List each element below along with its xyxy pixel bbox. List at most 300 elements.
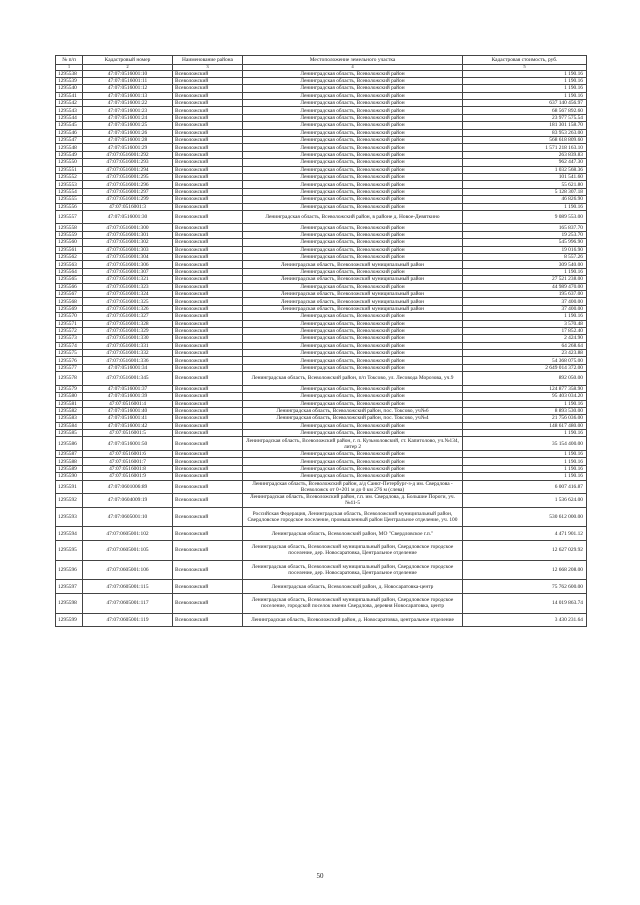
district-name: Всеволожский: [173, 327, 243, 334]
location: Ленинградская область, Всеволожский район: [243, 144, 463, 151]
location: Ленинградская область, Всеволожский район: [243, 70, 463, 77]
cadastral-number: 47:07:0516001:297: [83, 188, 173, 195]
location: Ленинградская область, Всеволожский район: [243, 85, 463, 92]
cadastral-value: 530 612 000.00: [463, 507, 587, 527]
district-name: Всеволожский: [173, 540, 243, 560]
location: Ленинградская область, Всеволожский район: [243, 450, 463, 457]
cadastral-number: 47:07:0516001:42: [83, 422, 173, 429]
row-number: 1295589: [56, 465, 83, 472]
location: Ленинградская область, Всеволожский район: [243, 100, 463, 107]
row-number: 1295573: [56, 335, 83, 342]
location: Ленинградская область, Всеволожский район: [243, 114, 463, 121]
cadastral-number: 47:07:0516001:11: [83, 77, 173, 84]
cadastral-number: 47:07:0516001:50: [83, 437, 173, 451]
cadastral-number: 47:07:0516001:306: [83, 261, 173, 268]
district-name: Всеволожский: [173, 246, 243, 253]
row-number: 1295598: [56, 593, 83, 613]
location: Ленинградская область, Всеволожский район, МО "Свердловское г.п.": [243, 527, 463, 541]
district-name: Всеволожский: [173, 458, 243, 465]
row-number: 1295588: [56, 458, 83, 465]
cadastral-value: 19 253.70: [463, 231, 587, 238]
district-name: Всеволожский: [173, 151, 243, 158]
row-number: 1295582: [56, 407, 83, 414]
location: Ленинградская область, Всеволожский район: [243, 335, 463, 342]
row-number: 1295567: [56, 290, 83, 297]
cadastral-number: 47:07:0516001:25: [83, 122, 173, 129]
table-row: [56, 407, 587, 414]
row-number: 1295578: [56, 372, 83, 386]
location: Ленинградская область, Всеволожский муниципальный район, Свердловское городское поселение, дер. Новосаратовка, Центральное отделение: [243, 540, 463, 560]
cadastral-number: 47:07:0516001:326: [83, 305, 173, 312]
location: Ленинградская область, Всеволожский район: [243, 393, 463, 400]
district-name: Всеволожский: [173, 613, 243, 627]
table-row: [56, 415, 587, 422]
cadastral-number: 47:07:0516001:3: [83, 203, 173, 210]
cadastral-value: 23 423.88: [463, 350, 587, 357]
table-row: [56, 393, 587, 400]
district-name: Всеволожский: [173, 122, 243, 129]
location: Ленинградская область, Всеволожский муниципальный район: [243, 305, 463, 312]
row-number: 1295566: [56, 283, 83, 290]
cadastral-value: 1 190.16: [463, 450, 587, 457]
row-number: 1295581: [56, 400, 83, 407]
cadastral-number: 47:07:0516001:296: [83, 181, 173, 188]
location: Ленинградская область, Всеволожский район: [243, 350, 463, 357]
page-number: 50: [316, 872, 324, 880]
district-name: Всеволожский: [173, 144, 243, 151]
table-row: [56, 239, 587, 246]
row-number: 1295561: [56, 246, 83, 253]
district-name: Всеволожский: [173, 203, 243, 210]
district-name: Всеволожский: [173, 159, 243, 166]
table-row: [56, 85, 587, 92]
location: Ленинградская область, Всеволожский муниципальный район: [243, 276, 463, 283]
cadastral-value: 1 190.16: [463, 70, 587, 77]
cadastral-number: 47:07:0516001:39: [83, 393, 173, 400]
cadastral-number: 47:07:0516001:303: [83, 246, 173, 253]
table-row: [56, 196, 587, 203]
row-number: 1295557: [56, 210, 83, 224]
table-row: [56, 159, 587, 166]
cadastral-number: 47:07:0516001:299: [83, 196, 173, 203]
table-row: [56, 350, 587, 357]
district-name: Всеволожский: [173, 77, 243, 84]
district-name: Всеволожский: [173, 580, 243, 594]
location: Ленинградская область, Всеволожский район: [243, 313, 463, 320]
column-number: 2: [83, 65, 173, 71]
table-row: [56, 313, 587, 320]
table-row: [56, 188, 587, 195]
table-row: [56, 290, 587, 297]
row-number: 1295595: [56, 540, 83, 560]
location: Ленинградская область, Всеволожский муниципальный район, Свердловское городское поселение, городской поселок имени Свердлова, деревня Новосаратовка, центр: [243, 593, 463, 613]
cadastral-value: 46 826.90: [463, 196, 587, 203]
table-row: [56, 100, 587, 107]
cadastral-number: 47:07:0601006:89: [83, 480, 173, 494]
district-name: Всеволожский: [173, 268, 243, 275]
cadastral-number: 47:07:0605001:115: [83, 580, 173, 594]
cadastral-value: 64 268.64: [463, 342, 587, 349]
district-name: Всеволожский: [173, 415, 243, 422]
location: Ленинградская область, Всеволожский район, г.п. им. Свердлова, д. Большие Пороги, уч.№41-5: [243, 494, 463, 508]
cadastral-value: 1 190.16: [463, 458, 587, 465]
row-number: 1295558: [56, 224, 83, 231]
table-row: [56, 364, 587, 371]
cadastral-value: 6 007 416.87: [463, 480, 587, 494]
table-row: [56, 283, 587, 290]
cadastral-value: 3 430 231.64: [463, 613, 587, 627]
location: Ленинградская область, Всеволожский район: [243, 137, 463, 144]
row-number: 1295583: [56, 415, 83, 422]
document-page: [55, 55, 586, 627]
location: Ленинградская область, Всеволожский район, в районе д. Новое-Девяткино: [243, 210, 463, 224]
table-row: [56, 400, 587, 407]
row-number: 1295549: [56, 151, 83, 158]
district-name: Всеволожский: [173, 283, 243, 290]
district-name: Всеволожский: [173, 100, 243, 107]
cadastral-value: 68 567 892.60: [463, 107, 587, 114]
district-name: Всеволожский: [173, 372, 243, 386]
district-name: Всеволожский: [173, 188, 243, 195]
row-number: 1295577: [56, 364, 83, 371]
location: Ленинградская область, Всеволожский район: [243, 196, 463, 203]
row-number: 1295542: [56, 100, 83, 107]
cadastral-value: 8 893 530.00: [463, 407, 587, 414]
cadastral-number: 47:07:0516001:10: [83, 70, 173, 77]
table-row: [56, 261, 587, 268]
cadastral-number: 47:07:0605001:105: [83, 540, 173, 560]
column-number: 3: [173, 65, 243, 71]
cadastral-value: 181 301 158.70: [463, 122, 587, 129]
row-number: 1295571: [56, 320, 83, 327]
row-number: 1295555: [56, 196, 83, 203]
cadastral-number: 47:07:0516001:34: [83, 364, 173, 371]
row-number: 1295586: [56, 437, 83, 451]
district-name: Всеволожский: [173, 407, 243, 414]
cadastral-number: 47:07:0516001:332: [83, 350, 173, 357]
location: Ленинградская область, Всеволожский район: [243, 400, 463, 407]
location: Ленинградская область, Всеволожский район, д. Новосаратовка-центр: [243, 580, 463, 594]
district-name: Всеволожский: [173, 290, 243, 297]
table-row: [56, 480, 587, 494]
location: Ленинградская область, Всеволожский район: [243, 77, 463, 84]
district-name: Всеволожский: [173, 173, 243, 180]
row-number: 1295539: [56, 77, 83, 84]
cadastral-number: 47:07:0516001:336: [83, 357, 173, 364]
location: Ленинградская область, Всеволожский район: [243, 239, 463, 246]
location: Ленинградская область, Всеволожский район: [243, 465, 463, 472]
table-row: [56, 137, 587, 144]
table-row: [56, 151, 587, 158]
cadastral-number: 47:07:0516001:327: [83, 313, 173, 320]
cadastral-value: 1 190.16: [463, 77, 587, 84]
location: Ленинградская область, Всеволожский район: [243, 231, 463, 238]
location: Ленинградская область, Всеволожский район, пос. Токсово, уч№4: [243, 415, 463, 422]
location: Ленинградская область, Всеволожский район: [243, 458, 463, 465]
cadastral-number: 47:07:0605001:10: [83, 507, 173, 527]
cadastral-number: 47:07:0516001:41: [83, 415, 173, 422]
row-number: 1295552: [56, 173, 83, 180]
location: Ленинградская область, Всеволожский район: [243, 92, 463, 99]
district-name: Всеволожский: [173, 465, 243, 472]
cadastral-value: 568 618 809.60: [463, 137, 587, 144]
table-row: [56, 327, 587, 334]
district-name: Всеволожский: [173, 231, 243, 238]
cadastral-value: 962 447.30: [463, 159, 587, 166]
row-number: 1295565: [56, 276, 83, 283]
district-name: Всеволожский: [173, 129, 243, 136]
location: Ленинградская область, Всеволожский район, д. Новосаратовка, центральное отделение: [243, 613, 463, 627]
column-number: 1: [56, 65, 83, 71]
location: Ленинградская область, Всеволожский муниципальный район: [243, 290, 463, 297]
table-row: [56, 166, 587, 173]
row-number: 1295551: [56, 166, 83, 173]
cadastral-value: 37 400.00: [463, 305, 587, 312]
cadastral-number: 47:07:0516001:12: [83, 85, 173, 92]
cadastral-number: 47:07:0516001:13: [83, 92, 173, 99]
cadastral-number: 47:07:0516001:24: [83, 114, 173, 121]
cadastral-value: 44 989 470.00: [463, 283, 587, 290]
cadastral-value: 23 977 575.54: [463, 114, 587, 121]
table-header-row: [56, 56, 587, 65]
cadastral-number: 47:07:0516001:28: [83, 137, 173, 144]
header-cadastral-value: Кадастровая стоимость, руб.: [463, 56, 587, 65]
table-row: [56, 122, 587, 129]
district-name: Всеволожский: [173, 70, 243, 77]
row-number: 1295545: [56, 122, 83, 129]
cadastral-number: 47:07:0516001:323: [83, 283, 173, 290]
cadastral-value: 1 190.16: [463, 465, 587, 472]
row-number: 1295597: [56, 580, 83, 594]
row-number: 1295556: [56, 203, 83, 210]
table-row: [56, 560, 587, 580]
cadastral-number: 47:07:0516001:328: [83, 320, 173, 327]
column-number: 4: [243, 65, 463, 71]
cadastral-number: 47:07:0605001:119: [83, 613, 173, 627]
cadastral-number: 47:07:0516001:5: [83, 430, 173, 437]
location: Ленинградская область, Всеволожский район, г. п. Кузьмоловский, ст. Капитолово, уч.№134, литер 2: [243, 437, 463, 451]
district-name: Всеволожский: [173, 298, 243, 305]
row-number: 1295599: [56, 613, 83, 627]
location: Ленинградская область, Всеволожский район: [243, 181, 463, 188]
table-row: [56, 253, 587, 260]
table-row: [56, 593, 587, 613]
district-name: Всеволожский: [173, 494, 243, 508]
cadastral-value: 165 837.70: [463, 224, 587, 231]
district-name: Всеволожский: [173, 473, 243, 480]
table-row: [56, 114, 587, 121]
row-number: 1295593: [56, 507, 83, 527]
cadastral-number: 47:07:0516001:29: [83, 144, 173, 151]
location: Ленинградская область, Всеволожский район: [243, 107, 463, 114]
district-name: Всеволожский: [173, 385, 243, 392]
cadastral-value: 12 668 208.00: [463, 560, 587, 580]
table-row: [56, 540, 587, 560]
table-row: [56, 77, 587, 84]
cadastral-number: 47:07:0516001:6: [83, 450, 173, 457]
table-row: [56, 203, 587, 210]
table-row: [56, 437, 587, 451]
cadastral-value: 1 190.16: [463, 85, 587, 92]
cadastral-number: 47:07:0516001:307: [83, 268, 173, 275]
row-number: 1295574: [56, 342, 83, 349]
row-number: 1295592: [56, 494, 83, 508]
cadastral-value: 1 190.16: [463, 92, 587, 99]
district-name: Всеволожский: [173, 253, 243, 260]
cadastral-number: 47:07:0516001:329: [83, 327, 173, 334]
row-number: 1295568: [56, 298, 83, 305]
cadastral-value: 1 571 218 163.10: [463, 144, 587, 151]
district-name: Всеволожский: [173, 166, 243, 173]
cadastral-value: 148 617 480.00: [463, 422, 587, 429]
cadastral-number: 47:07:0516001:292: [83, 151, 173, 158]
cadastral-number: 47:07:0516001:301: [83, 231, 173, 238]
row-number: 1295591: [56, 480, 83, 494]
cadastral-number: 47:07:0516001:325: [83, 298, 173, 305]
location: Ленинградская область, Всеволожский муниципальный район: [243, 261, 463, 268]
cadastral-value: 892 050.00: [463, 372, 587, 386]
row-number: 1295544: [56, 114, 83, 121]
row-number: 1295563: [56, 261, 83, 268]
location: Ленинградская область, Всеволожский район, пос. Токсово, уч№6: [243, 407, 463, 414]
location: Ленинградская область, Всеволожский муниципальный район, Свердловское городское поселение, дер. Новосаратовка, Центральное отделение: [243, 560, 463, 580]
cadastral-number: 47:07:0516001:293: [83, 159, 173, 166]
cadastral-value: 9 089 553.00: [463, 210, 587, 224]
location: Ленинградская область, Всеволожский район: [243, 159, 463, 166]
cadastral-number: 47:07:0516001:295: [83, 173, 173, 180]
row-number: 1295590: [56, 473, 83, 480]
row-number: 1295541: [56, 92, 83, 99]
location: Ленинградская область, Всеволожский район: [243, 224, 463, 231]
row-number: 1295580: [56, 393, 83, 400]
cadastral-number: 47:07:0516001:330: [83, 335, 173, 342]
cadastral-number: 47:07:0516001:7: [83, 458, 173, 465]
cadastral-value: 1 190.16: [463, 268, 587, 275]
location: Ленинградская область, Всеволожский район: [243, 385, 463, 392]
district-name: Всеволожский: [173, 560, 243, 580]
row-number: 1295594: [56, 527, 83, 541]
location: Ленинградская область, Всеволожский район, п/п Токсово, ул. Лесовода Морозова, уч.9: [243, 372, 463, 386]
district-name: Всеволожский: [173, 400, 243, 407]
cadastral-value: 21 756 036.00: [463, 415, 587, 422]
cadastral-value: 19 016.90: [463, 246, 587, 253]
row-number: 1295538: [56, 70, 83, 77]
location: Ленинградская область, Всеволожский район: [243, 422, 463, 429]
cadastral-value: 545 996.90: [463, 239, 587, 246]
table-row: [56, 507, 587, 527]
cadastral-value: 1 190.16: [463, 430, 587, 437]
cadastral-number: 47:07:0516001:26: [83, 129, 173, 136]
cadastral-value: 75 762 600.00: [463, 580, 587, 594]
row-number: 1295547: [56, 137, 83, 144]
cadastral-value: 4 471 901.12: [463, 527, 587, 541]
location: Ленинградская область, Всеволожский район: [243, 188, 463, 195]
row-number: 1295570: [56, 313, 83, 320]
cadastral-number: 47:07:0516001:324: [83, 290, 173, 297]
row-number: 1295550: [56, 159, 83, 166]
district-name: Всеволожский: [173, 422, 243, 429]
cadastral-value: 37 400.00: [463, 298, 587, 305]
cadastral-value: 1 190.16: [463, 203, 587, 210]
table-row: [56, 450, 587, 457]
table-row: [56, 422, 587, 429]
district-name: Всеволожский: [173, 239, 243, 246]
district-name: Всеволожский: [173, 335, 243, 342]
table-row: [56, 298, 587, 305]
table-row: [56, 580, 587, 594]
district-name: Всеволожский: [173, 305, 243, 312]
cadastral-number: 47:07:0605001:117: [83, 593, 173, 613]
row-number: 1295579: [56, 385, 83, 392]
table-row: [56, 527, 587, 541]
cadastral-number: 47:07:0516001:302: [83, 239, 173, 246]
district-name: Всеволожский: [173, 393, 243, 400]
cadastral-value: 637 140 456.97: [463, 100, 587, 107]
location: Ленинградская область, Всеволожский район: [243, 203, 463, 210]
row-number: 1295576: [56, 357, 83, 364]
header-number: № п/п: [56, 56, 83, 65]
row-number: 1295554: [56, 188, 83, 195]
district-name: Всеволожский: [173, 357, 243, 364]
table-row: [56, 173, 587, 180]
table-row: [56, 129, 587, 136]
table-row: [56, 210, 587, 224]
district-name: Всеволожский: [173, 450, 243, 457]
district-name: Всеволожский: [173, 342, 243, 349]
row-number: 1295543: [56, 107, 83, 114]
cadastral-value: 14 019 863.74: [463, 593, 587, 613]
cadastral-value: 124 877 358.90: [463, 385, 587, 392]
location: Ленинградская область, Всеволожский район: [243, 473, 463, 480]
district-name: Всеволожский: [173, 313, 243, 320]
cadastral-number: 47:07:0516001:331: [83, 342, 173, 349]
cadastral-value: 8 557.26: [463, 253, 587, 260]
table-row: [56, 357, 587, 364]
cadastral-value: 263 839.83: [463, 151, 587, 158]
cadastral-number: 47:07:0516001:9: [83, 473, 173, 480]
location: Ленинградская область, Всеволожский район: [243, 320, 463, 327]
cadastral-value: 95 403 034.20: [463, 393, 587, 400]
cadastral-value: 1 190.16: [463, 400, 587, 407]
district-name: Всеволожский: [173, 593, 243, 613]
cadastral-number: 47:07:0516001:8: [83, 465, 173, 472]
header-cadastral-number: Кадастровый номер: [83, 56, 173, 65]
row-number: 1295584: [56, 422, 83, 429]
table-row: [56, 465, 587, 472]
table-row: [56, 276, 587, 283]
location: Ленинградская область, Всеволожский район: [243, 283, 463, 290]
header-district: Наименование района: [173, 56, 243, 65]
district-name: Всеволожский: [173, 276, 243, 283]
district-name: Всеволожский: [173, 196, 243, 203]
table-row: [56, 372, 587, 386]
cadastral-value: 35 154 400.00: [463, 437, 587, 451]
row-number: 1295572: [56, 327, 83, 334]
row-number: 1295540: [56, 85, 83, 92]
row-number: 1295575: [56, 350, 83, 357]
cadastral-number: 47:07:0516001:300: [83, 224, 173, 231]
table-row: [56, 320, 587, 327]
cadastral-number: 47:07:0516001:321: [83, 276, 173, 283]
cadastral-value: 27 521 238.00: [463, 276, 587, 283]
cadastral-value: 5 128 307.18: [463, 188, 587, 195]
cadastral-value: 12 627 029.92: [463, 540, 587, 560]
district-name: Всеволожский: [173, 114, 243, 121]
location: Ленинградская область, Всеволожский район: [243, 364, 463, 371]
table-row: [56, 268, 587, 275]
cadastral-number: 47:07:0516001:4: [83, 400, 173, 407]
cadastral-number: 47:07:0516001:40: [83, 407, 173, 414]
